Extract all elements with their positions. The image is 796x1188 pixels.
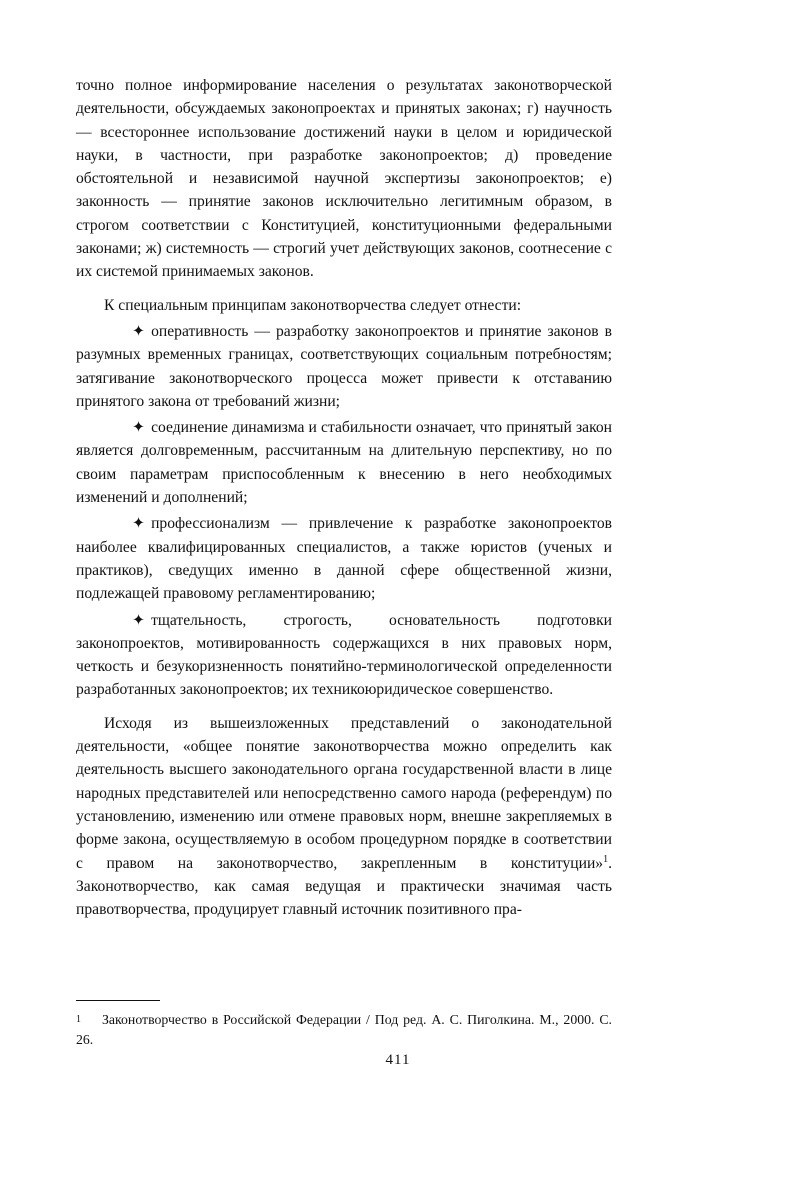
bullet-item-professionalism	[76, 512, 612, 605]
definition-text-continued: . Законотворчество, как самая ведущая и практически значимая часть правотворчества, продуцирует главный источник позитивного пра-	[76, 854, 612, 919]
bullet-text: оперативность — разработку законопроектов и принятие законов в разумных временных границах, соответствующих социальным потребностям; затягивание законотворческого процесса может привести к отставанию принятого закона от требований жизни;	[76, 322, 612, 410]
bullet-text: соединение динамизма и стабильности означает, что принятый закон является долговременным, рассчитанным на длительную перспективу, но по своим параметрам приспособленным к внесению в него необходимых изменений и дополнений;	[76, 419, 612, 507]
bullet-star-icon: ✦	[132, 322, 146, 340]
footnote	[76, 1010, 612, 1050]
main-text	[76, 74, 612, 921]
paragraph-continuation: точно полное информирование населения о результатах законотворческой деятельности, обсуждаемых законопроектах и принятых законах; г) научность — всестороннее использование достижений науки в целом и юридической науки, в частности, при разработке законопроектов; д) проведение обстоятельной и независимой научной экспертизы законопроектов; е) законность — принятие законов исключительно легитимным образом, в строгом соответствии с Конституцией, конституционными федеральными законами; ж) системность — строгий учет действующих законов, соотнесение с их системой принимаемых законов.	[76, 77, 612, 281]
bullet-star-icon: ✦	[132, 419, 146, 437]
footnote-mark: 1	[76, 1014, 81, 1025]
bullet-star-icon: ✦	[132, 611, 146, 629]
bullet-item-thoroughness	[76, 609, 612, 702]
page-number: 411	[385, 1052, 411, 1068]
paragraph-definition	[76, 712, 612, 922]
footnote-divider	[76, 1000, 160, 1001]
bullet-star-icon: ✦	[132, 515, 146, 533]
bullet-text: профессионализм — привлечение к разработке законопроектов наиболее квалифицированных специалистов, а также юристов (ученых и практиков), сведущих именно в данной сфере общественной жизни, подлежащей правовому регламентированию;	[76, 515, 612, 603]
bullet-item-dynamism	[76, 416, 612, 509]
bullet-text: тщательность, строгость, основательность подготовки законопроектов, мотивированность содержащихся в них правовых норм, четкость и безукоризненность понятийно-терминологической определенности разработанных законопроектов; их техникоюридическое совершенство.	[76, 611, 612, 699]
definition-text: Исходя из вышеизложенных представлений о законодательной деятельности, «общее понятие законотворчества можно определить как деятельность высшего законодательного органа государственной власти в лице народных представителей или непосредственно самого народа (референдум) по установлению, изменению или отмене правовых норм, внешне закрепляемых в форме закона, осуществляемую в особом процедурном порядке в соответствии с правом на законотворчество, закрепленным в конституции»	[76, 714, 612, 872]
footnote-text: Законотворчество в Российской Федерации / Под ред. А. С. Пиголкина. М., 2000. С. 26.	[76, 1012, 612, 1047]
footnote-reference[interactable]: 1	[603, 853, 609, 865]
bullet-item-efficiency	[76, 320, 612, 413]
paragraph-special-principles-intro: К специальным принципам законотворчества следует отнести:	[104, 296, 522, 314]
